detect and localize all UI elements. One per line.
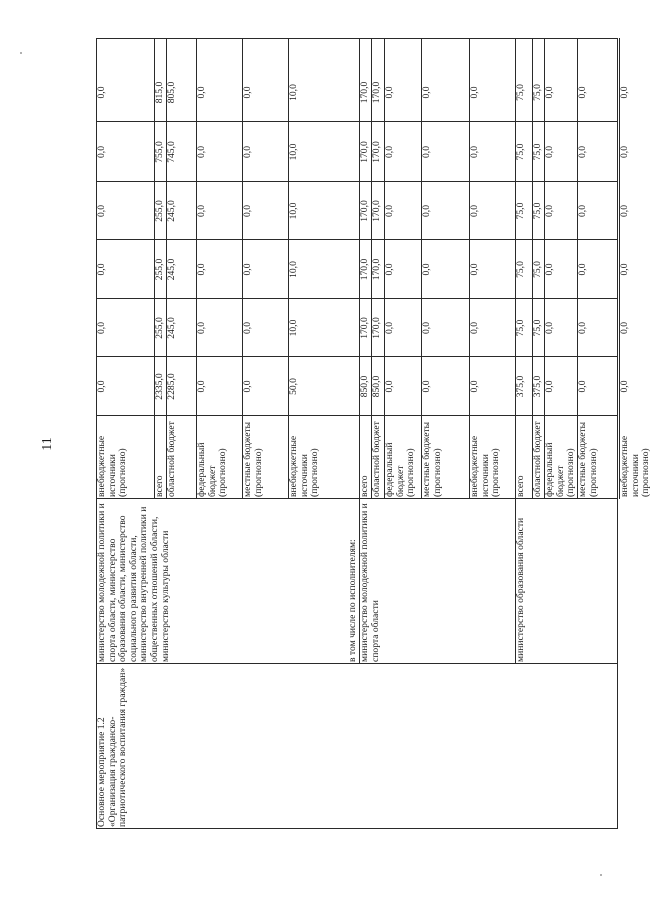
budget-value: 50,0 [288, 378, 299, 395]
budget-value: 10,0 [288, 261, 299, 278]
budget-value: 0,0 [577, 205, 588, 217]
column-divider [96, 298, 618, 299]
budget-value: 0,0 [619, 146, 630, 158]
budget-value: 0,0 [196, 322, 207, 334]
budget-value: 0,0 [96, 380, 107, 393]
task-title: Основное мероприятие 1.2 «Организация гражданско-патриотического воспитания граждан» [96, 667, 129, 827]
column-divider [96, 356, 618, 357]
budget-value: 0,0 [469, 263, 480, 276]
budget-value: 850,0 [371, 375, 382, 398]
budget-value: 0,0 [619, 322, 630, 334]
budget-value: 2285,0 [166, 373, 177, 400]
budget-value: 170,0 [359, 141, 370, 163]
budget-value: 850,0 [359, 375, 370, 398]
row-divider [196, 38, 197, 499]
funding-source-label: внебюджетные источники (прогнозно) [96, 435, 129, 497]
budget-value: 170,0 [359, 317, 370, 339]
budget-value: 0,0 [96, 322, 107, 334]
budget-value: 0,0 [544, 322, 555, 334]
budget-value: 0,0 [421, 146, 432, 158]
row-divider [242, 38, 243, 499]
funding-source-label: федеральный бюджет (прогнозно) [544, 442, 577, 497]
budget-value: 170,0 [359, 200, 370, 222]
budget-value: 0,0 [384, 380, 395, 393]
budget-value: 0,0 [421, 205, 432, 217]
row-divider [619, 38, 620, 499]
budget-value: 0,0 [469, 380, 480, 393]
budget-value: 375,0 [515, 375, 526, 398]
budget-value: 10,0 [288, 202, 299, 220]
row-divider [577, 38, 578, 499]
budget-value: 75,0 [532, 261, 543, 278]
column-divider [96, 415, 618, 416]
budget-value: 0,0 [242, 263, 253, 276]
budget-value: 0,0 [196, 205, 207, 217]
budget-value: 0,0 [196, 263, 207, 276]
budget-value: 0,0 [384, 86, 395, 99]
budget-value: 0,0 [544, 146, 555, 158]
budget-value: 75,0 [515, 319, 526, 337]
budget-value: 75,0 [532, 84, 543, 101]
budget-value: 375,0 [532, 375, 543, 398]
funding-source-label: местные бюджеты (прогнозно) [577, 421, 599, 497]
budget-table [96, 38, 652, 829]
responsible-executors: министерство молодежной политики и спорта области, министерство образования области, министерство социального развития области, министерство внутренней политики и общественных отношений области, министерство культуры области [96, 503, 171, 662]
budget-value: 0,0 [619, 380, 630, 393]
budget-value: 0,0 [469, 146, 480, 158]
budget-value: 0,0 [196, 86, 207, 99]
budget-value: 75,0 [515, 202, 526, 220]
budget-value: 0,0 [469, 205, 480, 217]
budget-value: 0,0 [544, 380, 555, 393]
budget-value: 0,0 [469, 86, 480, 99]
budget-value: 0,0 [577, 146, 588, 158]
budget-value: 170,0 [359, 258, 370, 281]
row-divider [154, 38, 155, 499]
budget-value: 75,0 [532, 202, 543, 220]
budget-value: 0,0 [384, 146, 395, 158]
row-divider [469, 38, 470, 499]
budget-value: 0,0 [242, 146, 253, 158]
budget-value: 0,0 [421, 86, 432, 99]
column-divider [96, 498, 618, 499]
funding-source-label: областной бюджет [166, 421, 177, 497]
budget-value: 0,0 [384, 205, 395, 217]
budget-value: 805,0 [166, 81, 177, 104]
budget-value: 255,0 [154, 258, 165, 281]
column-divider [96, 239, 618, 240]
row-divider [544, 38, 545, 499]
budget-value: 75,0 [515, 143, 526, 161]
funding-source-label: федеральный бюджет (прогнозно) [384, 442, 417, 497]
executor-2-name: министерство образования области [515, 517, 526, 662]
budget-value: 0,0 [544, 86, 555, 99]
budget-value: 0,0 [242, 86, 253, 99]
budget-value: 0,0 [384, 263, 395, 276]
funding-source-label: федеральный бюджет (прогнозно) [196, 442, 229, 497]
budget-value: 0,0 [577, 263, 588, 276]
budget-value: 0,0 [196, 146, 207, 158]
funding-source-label: областной бюджет [532, 421, 543, 497]
row-divider [166, 38, 167, 499]
executor-1-name: министерство молодежной политики и спорта области [359, 503, 381, 662]
budget-value: 0,0 [619, 263, 630, 276]
budget-value: 170,0 [371, 81, 382, 104]
budget-value: 170,0 [359, 81, 370, 104]
funding-source-label: местные бюджеты (прогнозно) [421, 421, 443, 497]
row-divider [384, 38, 385, 499]
budget-value: 245,0 [166, 317, 177, 339]
budget-value: 0,0 [421, 380, 432, 393]
budget-value: 255,0 [154, 317, 165, 339]
budget-value: 0,0 [242, 322, 253, 334]
row-divider [532, 38, 533, 499]
table-border-right [96, 38, 618, 39]
budget-table-grid [96, 38, 652, 829]
budget-value: 0,0 [619, 205, 630, 217]
funding-source-label: всего [154, 475, 165, 497]
budget-value: 0,0 [421, 263, 432, 276]
budget-value: 745,0 [166, 141, 177, 163]
page-number: 11 [40, 437, 55, 451]
row-divider [421, 38, 422, 499]
budget-value: 170,0 [371, 317, 382, 339]
funding-source-label: областной бюджет [371, 421, 382, 497]
budget-value: 0,0 [196, 380, 207, 393]
row-divider [288, 38, 289, 499]
budget-value: 10,0 [288, 84, 299, 101]
funding-source-label: местные бюджеты (прогнозно) [242, 421, 264, 497]
budget-value: 0,0 [242, 205, 253, 217]
budget-value: 0,0 [577, 322, 588, 334]
row-divider [371, 38, 372, 499]
budget-value: 815,0 [154, 81, 165, 104]
budget-value: 245,0 [166, 258, 177, 281]
budget-value: 75,0 [532, 143, 543, 161]
budget-value: 170,0 [371, 141, 382, 163]
budget-value: 755,0 [154, 141, 165, 163]
budget-value: 170,0 [371, 200, 382, 222]
budget-value: 0,0 [384, 322, 395, 334]
budget-value: 75,0 [515, 261, 526, 278]
budget-value: 10,0 [288, 143, 299, 161]
column-divider [96, 121, 618, 122]
budget-value: 0,0 [619, 86, 630, 99]
funding-source-label: всего [515, 475, 526, 497]
budget-value: 75,0 [515, 84, 526, 101]
budget-value: 0,0 [544, 263, 555, 276]
funding-source-label: внебюджетные источники (прогнозно) [469, 435, 502, 497]
budget-value: 0,0 [96, 86, 107, 99]
budget-value: 0,0 [96, 205, 107, 217]
executors-subheader: в том числе по исполнителям: [347, 539, 358, 662]
budget-value: 2335,0 [154, 373, 165, 400]
budget-value: 245,0 [166, 200, 177, 222]
budget-value: 75,0 [532, 319, 543, 337]
budget-value: 0,0 [96, 263, 107, 276]
budget-value: 0,0 [577, 380, 588, 393]
funding-source-label: внебюджетные источники (прогнозно) [288, 435, 321, 497]
budget-value: 170,0 [371, 258, 382, 281]
budget-value: 0,0 [242, 380, 253, 393]
budget-value: 10,0 [288, 319, 299, 337]
budget-value: 255,0 [154, 200, 165, 222]
budget-value: 0,0 [96, 146, 107, 158]
budget-value: 0,0 [544, 205, 555, 217]
column-divider [96, 181, 618, 182]
funding-source-label: всего [359, 475, 370, 497]
funding-source-label: внебюджетные источники (прогнозно) [619, 435, 652, 497]
budget-value: 0,0 [469, 322, 480, 334]
budget-value: 0,0 [577, 86, 588, 99]
budget-value: 0,0 [421, 322, 432, 334]
